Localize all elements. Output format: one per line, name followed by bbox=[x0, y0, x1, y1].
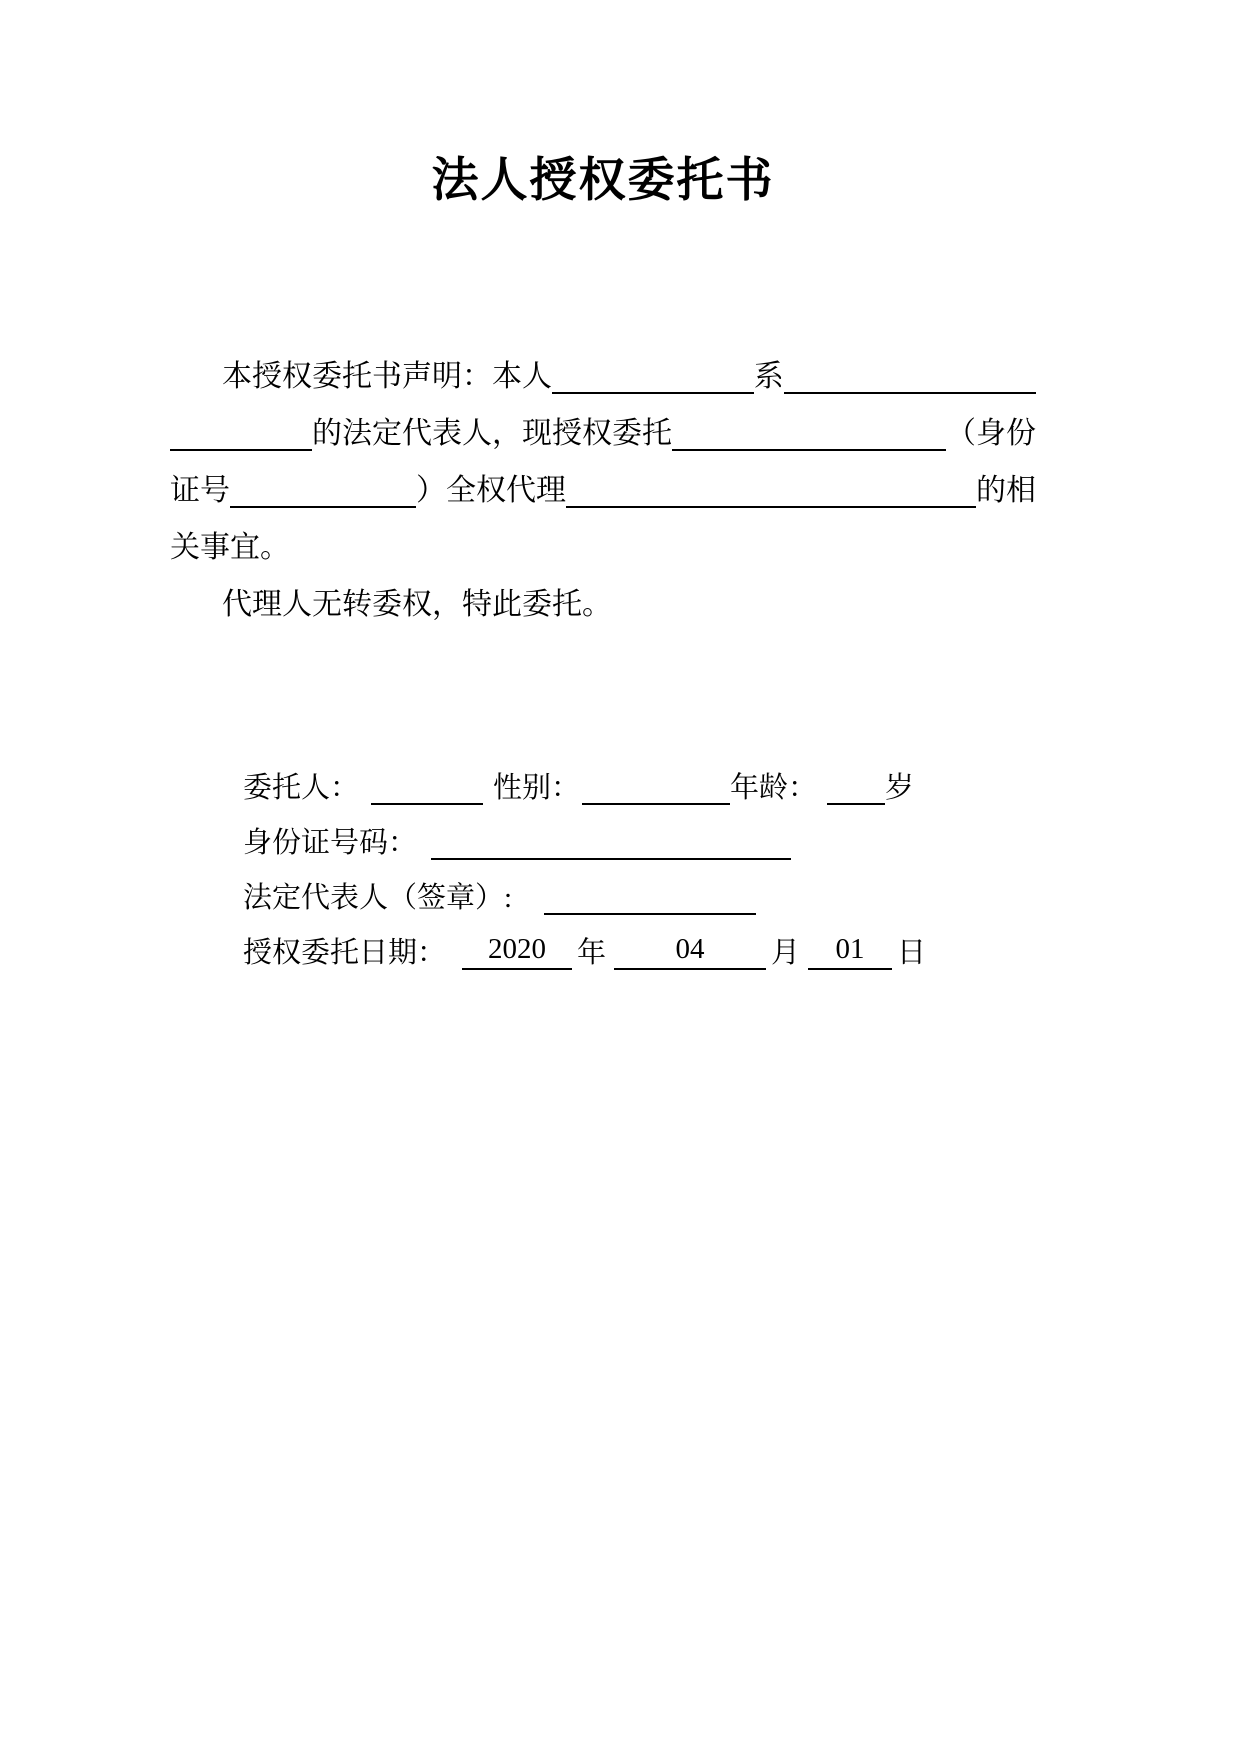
declaration-line-1 bbox=[170, 348, 1036, 405]
document-title: 法人授权委托书 bbox=[431, 155, 775, 207]
year-value: 2020 bbox=[488, 933, 547, 965]
id-number-blank bbox=[431, 816, 791, 860]
signature-blank bbox=[544, 871, 756, 915]
authorized-matters-blank bbox=[566, 462, 976, 508]
principal-row bbox=[243, 761, 1036, 816]
legal-rep-label: 法定代表人（签章）: bbox=[243, 882, 513, 914]
declaration-line2-tail: （身份 bbox=[946, 417, 1036, 450]
day-value: 01 bbox=[835, 933, 865, 965]
year-unit: 年 bbox=[577, 937, 607, 969]
declaration-line1-text: 本授权委托书声明：本人 bbox=[222, 360, 552, 393]
agent-id-blank bbox=[230, 462, 416, 508]
declaration-line3-lead: 证号 bbox=[170, 474, 230, 507]
date-label: 授权委托日期： bbox=[243, 937, 447, 969]
age-label: 年龄： bbox=[730, 772, 818, 804]
declaration-line3-mid: ）全权代理 bbox=[416, 474, 566, 507]
declaration-line2-text: 的法定代表人，现授权委托 bbox=[312, 417, 672, 450]
agent-name-blank bbox=[672, 405, 946, 451]
declaration-line-4: 关事宜。 bbox=[170, 531, 290, 564]
age-blank bbox=[827, 761, 885, 805]
principal-field-blank bbox=[371, 761, 483, 805]
age-unit: 岁 bbox=[885, 772, 915, 804]
id-number-label: 身份证号码： bbox=[243, 827, 418, 859]
day-blank bbox=[808, 926, 892, 970]
gender-label: 性别： bbox=[493, 772, 581, 804]
month-value: 04 bbox=[675, 933, 705, 965]
signature-block bbox=[170, 761, 1036, 981]
company-name-blank-1 bbox=[784, 348, 1036, 394]
principal-name-blank bbox=[552, 348, 754, 394]
declaration-line1-connector: 系 bbox=[753, 360, 784, 393]
declaration-line-3 bbox=[170, 462, 1036, 519]
month-unit: 月 bbox=[771, 937, 801, 969]
document-content bbox=[170, 0, 1036, 981]
company-name-blank-2 bbox=[170, 405, 312, 451]
id-number-row bbox=[243, 816, 1036, 871]
gender-blank bbox=[582, 761, 730, 805]
day-unit: 日 bbox=[897, 937, 927, 969]
declaration-paragraph bbox=[170, 348, 1036, 633]
no-subdelegation-statement: 代理人无转委权，特此委托。 bbox=[222, 588, 612, 621]
legal-rep-row bbox=[243, 871, 1036, 926]
month-blank bbox=[614, 926, 766, 970]
declaration-line3-tail: 的相 bbox=[976, 474, 1036, 507]
principal-label: 委托人： bbox=[243, 772, 360, 804]
declaration-line-2 bbox=[170, 405, 1036, 462]
year-blank bbox=[462, 926, 572, 970]
date-row bbox=[243, 926, 1036, 981]
